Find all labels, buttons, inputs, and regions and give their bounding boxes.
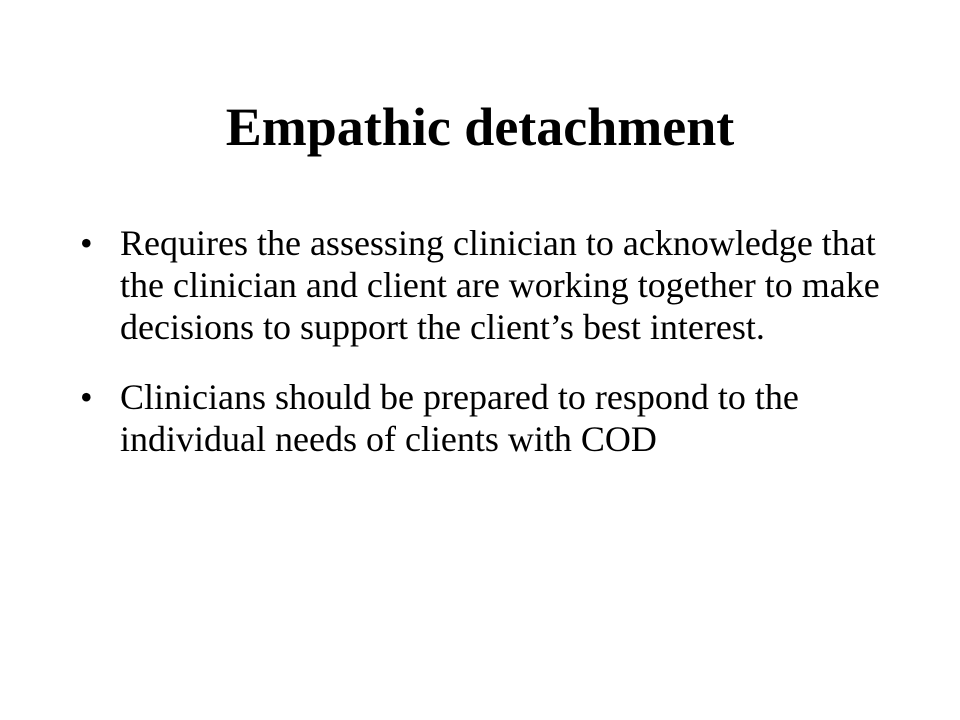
bullet-item-assessing-clinician <box>80 222 880 348</box>
bullet-text: Clinicians should be prepared to respond to the individual needs of clients with COD <box>120 377 799 459</box>
bullet-marker-icon: • <box>80 223 93 263</box>
bullet-text: Requires the assessing clinician to acknowledge that the clinician and client are working together to make decisions to support the client’s best interest. <box>120 223 880 347</box>
bullet-list <box>80 222 880 488</box>
slide-title: Empathic detachment <box>225 97 735 157</box>
bullet-marker-icon: • <box>80 377 93 417</box>
bullet-item-clinicians-prepared <box>80 376 880 460</box>
